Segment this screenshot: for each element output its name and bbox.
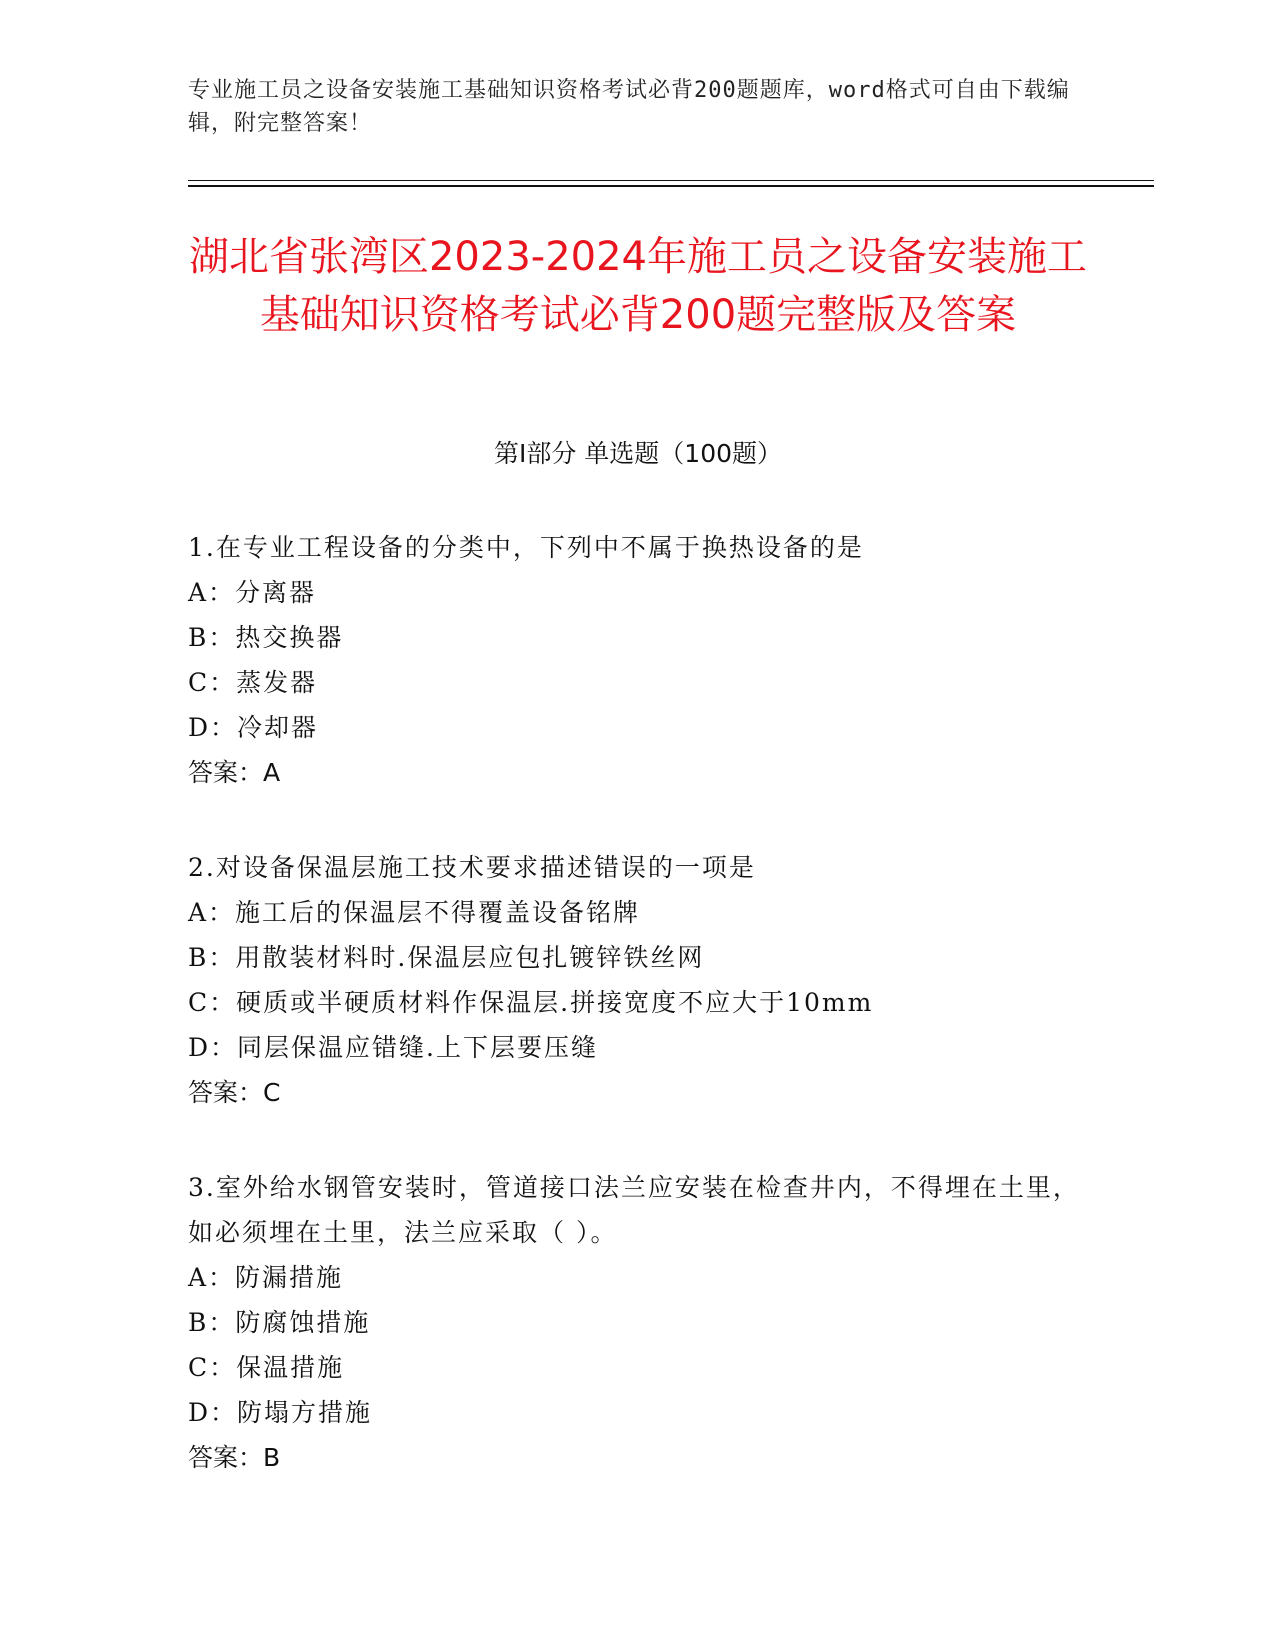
option-a: A：分离器 — [188, 578, 317, 607]
option-a: A：防漏措施 — [188, 1263, 344, 1292]
question-stem: 2.对设备保温层施工技术要求描述错误的一项是 — [188, 853, 756, 882]
header-divider-thick — [188, 185, 1154, 187]
option-b: B：热交换器 — [188, 623, 344, 652]
option-d: D：冷却器 — [188, 713, 319, 742]
header-note: 专业施工员之设备安装施工基础知识资格考试必背200题题库，word格式可自由下载编辑，附完整答案！ — [188, 78, 1070, 136]
option-d: D：同层保温应错缝.上下层要压缝 — [188, 1033, 598, 1062]
section-heading: 第Ⅰ部分 单选题（100题） — [493, 439, 783, 468]
question-stem: 1.在专业工程设备的分类中，下列中不属于换热设备的是 — [188, 533, 864, 562]
question-2 — [188, 845, 1088, 1115]
question-3 — [188, 1165, 1088, 1480]
question-1 — [188, 525, 1088, 795]
option-a: A：施工后的保温层不得覆盖设备铭牌 — [188, 898, 641, 927]
option-b: B：防腐蚀措施 — [188, 1308, 371, 1337]
answer-line: 答案：A — [188, 758, 281, 787]
answer-line: 答案：C — [188, 1078, 281, 1107]
document-title: 湖北省张湾区2023-2024年施工员之设备安装施工基础知识资格考试必背200题完整版及答案 — [188, 234, 1088, 338]
question-stem: 3.室外给水钢管安装时，管道接口法兰应安装在检查井内，不得埋在土里，如必须埋在土里，法兰应采取（ ）。 — [188, 1173, 1080, 1247]
answer-line: 答案：B — [188, 1443, 281, 1472]
option-b: B：用散装材料时.保温层应包扎镀锌铁丝网 — [188, 943, 705, 972]
option-c: C：保温措施 — [188, 1353, 345, 1382]
option-c: C：硬质或半硬质材料作保温层.拼接宽度不应大于10mm — [188, 988, 874, 1017]
option-c: C：蒸发器 — [188, 668, 318, 697]
header-divider-thin — [188, 180, 1154, 181]
option-d: D：防塌方措施 — [188, 1398, 373, 1427]
